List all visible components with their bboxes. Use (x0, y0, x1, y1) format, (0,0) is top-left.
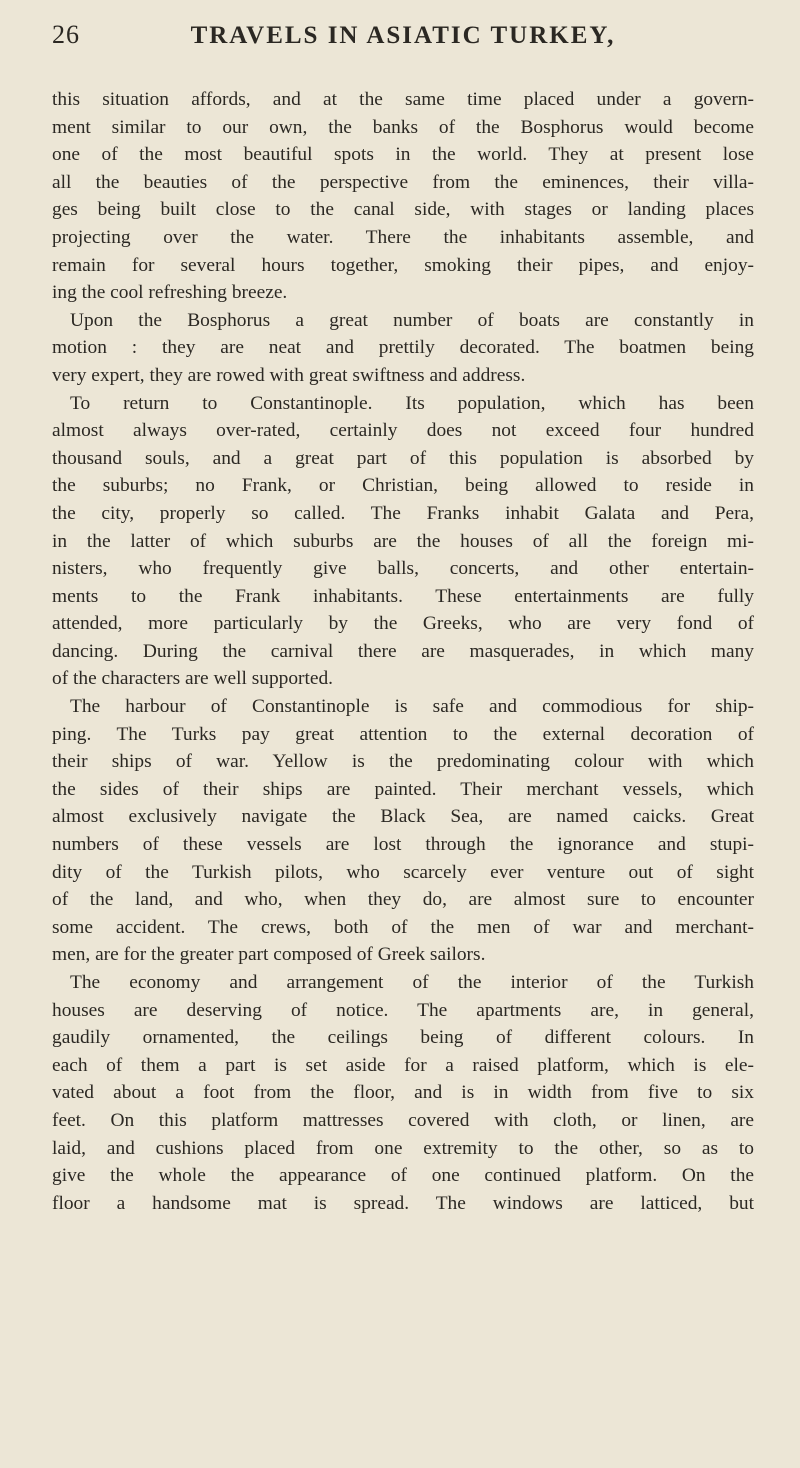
page-header (52, 20, 754, 64)
text-line: ments to the Frank inhabitants. These entertainments are fully (52, 585, 754, 607)
text-line: of the land, and who, when they do, are almost sure to encounter (52, 889, 754, 911)
text-line: in the latter of which suburbs are the houses of all the foreign mi- (52, 530, 754, 552)
text-line: houses are deserving of notice. The apartments are, in general, (52, 999, 754, 1021)
text-line: attended, more particularly by the Greeks, who are very fond of (52, 613, 754, 635)
text-line: feet. On this platform mattresses covered with cloth, or linen, are (52, 1109, 754, 1131)
text-line: vated about a foot from the floor, and is in width from five to six (52, 1082, 754, 1104)
text-line: ing the cool refreshing breeze. (52, 282, 288, 304)
text-line: the city, properly so called. The Franks inhabit Galata and Pera, (52, 502, 754, 524)
text-line: nisters, who frequently give balls, concerts, and other entertain- (52, 558, 754, 580)
text-line: ges being built close to the canal side, with stages or landing places (52, 199, 754, 221)
text-line: dancing. During the carnival there are masquerades, in which many (52, 640, 754, 662)
text-line: some accident. The crews, both of the men of war and merchant- (52, 916, 754, 938)
text-line: remain for several hours together, smoking their pipes, and enjoy- (52, 254, 754, 276)
text-line: almost exclusively navigate the Black Sea, are named caicks. Great (52, 806, 754, 828)
page-number: 26 (52, 20, 80, 49)
text-line: this situation affords, and at the same time placed under a govern- (52, 89, 754, 110)
text-line: ment similar to our own, the banks of the Bosphorus would become (52, 116, 754, 138)
text-line: dity of the Turkish pilots, who scarcely ever venture out of sight (52, 861, 754, 883)
text-line: their ships of war. Yellow is the predominating colour with which (52, 751, 754, 773)
text-line: men, are for the greater part composed of Greek sailors. (52, 944, 486, 966)
text-line: The harbour of Constantinople is safe and commodious for ship- (70, 696, 754, 718)
text-line: almost always over-rated, certainly does not exceed four hundred (52, 420, 754, 442)
text-line: very expert, they are rowed with great swiftness and address. (52, 364, 526, 386)
text-line: gaudily ornamented, the ceilings being of different colours. In (52, 1027, 754, 1049)
body-text (52, 86, 754, 1217)
text-line: all the beauties of the perspective from the eminences, their villa- (52, 171, 754, 193)
text-line: numbers of these vessels are lost through the ignorance and stupi- (52, 834, 754, 856)
text-line: motion : they are neat and prettily decorated. The boatmen being (52, 337, 754, 359)
text-line: laid, and cushions placed from one extremity to the other, so as to (52, 1137, 754, 1159)
text-line: the suburbs; no Frank, or Christian, being allowed to reside in (52, 475, 754, 497)
text-line: the sides of their ships are painted. Their merchant vessels, which (52, 778, 754, 800)
text-line: To return to Constantinople. Its population, which has been (70, 392, 754, 414)
text-line: Upon the Bosphorus a great number of boats are constantly in (70, 309, 754, 331)
text-line: give the whole the appearance of one continued platform. On the (52, 1165, 754, 1187)
text-line: thousand souls, and a great part of this population is absorbed by (52, 447, 754, 469)
text-line: of the characters are well supported. (52, 668, 334, 690)
text-line: floor a handsome mat is spread. The windows are latticed, but (52, 1192, 754, 1214)
text-line: The economy and arrangement of the interior of the Turkish (70, 972, 754, 993)
text-line: ping. The Turks pay great attention to the external decoration of (52, 723, 754, 745)
text-line: one of the most beautiful spots in the world. They at present lose (52, 144, 754, 166)
text-line: each of them a part is set aside for a raised platform, which is ele- (52, 1054, 754, 1076)
running-head: TRAVELS IN ASIATIC TURKEY, (190, 22, 616, 49)
text-line: projecting over the water. There the inhabitants assemble, and (52, 226, 754, 248)
